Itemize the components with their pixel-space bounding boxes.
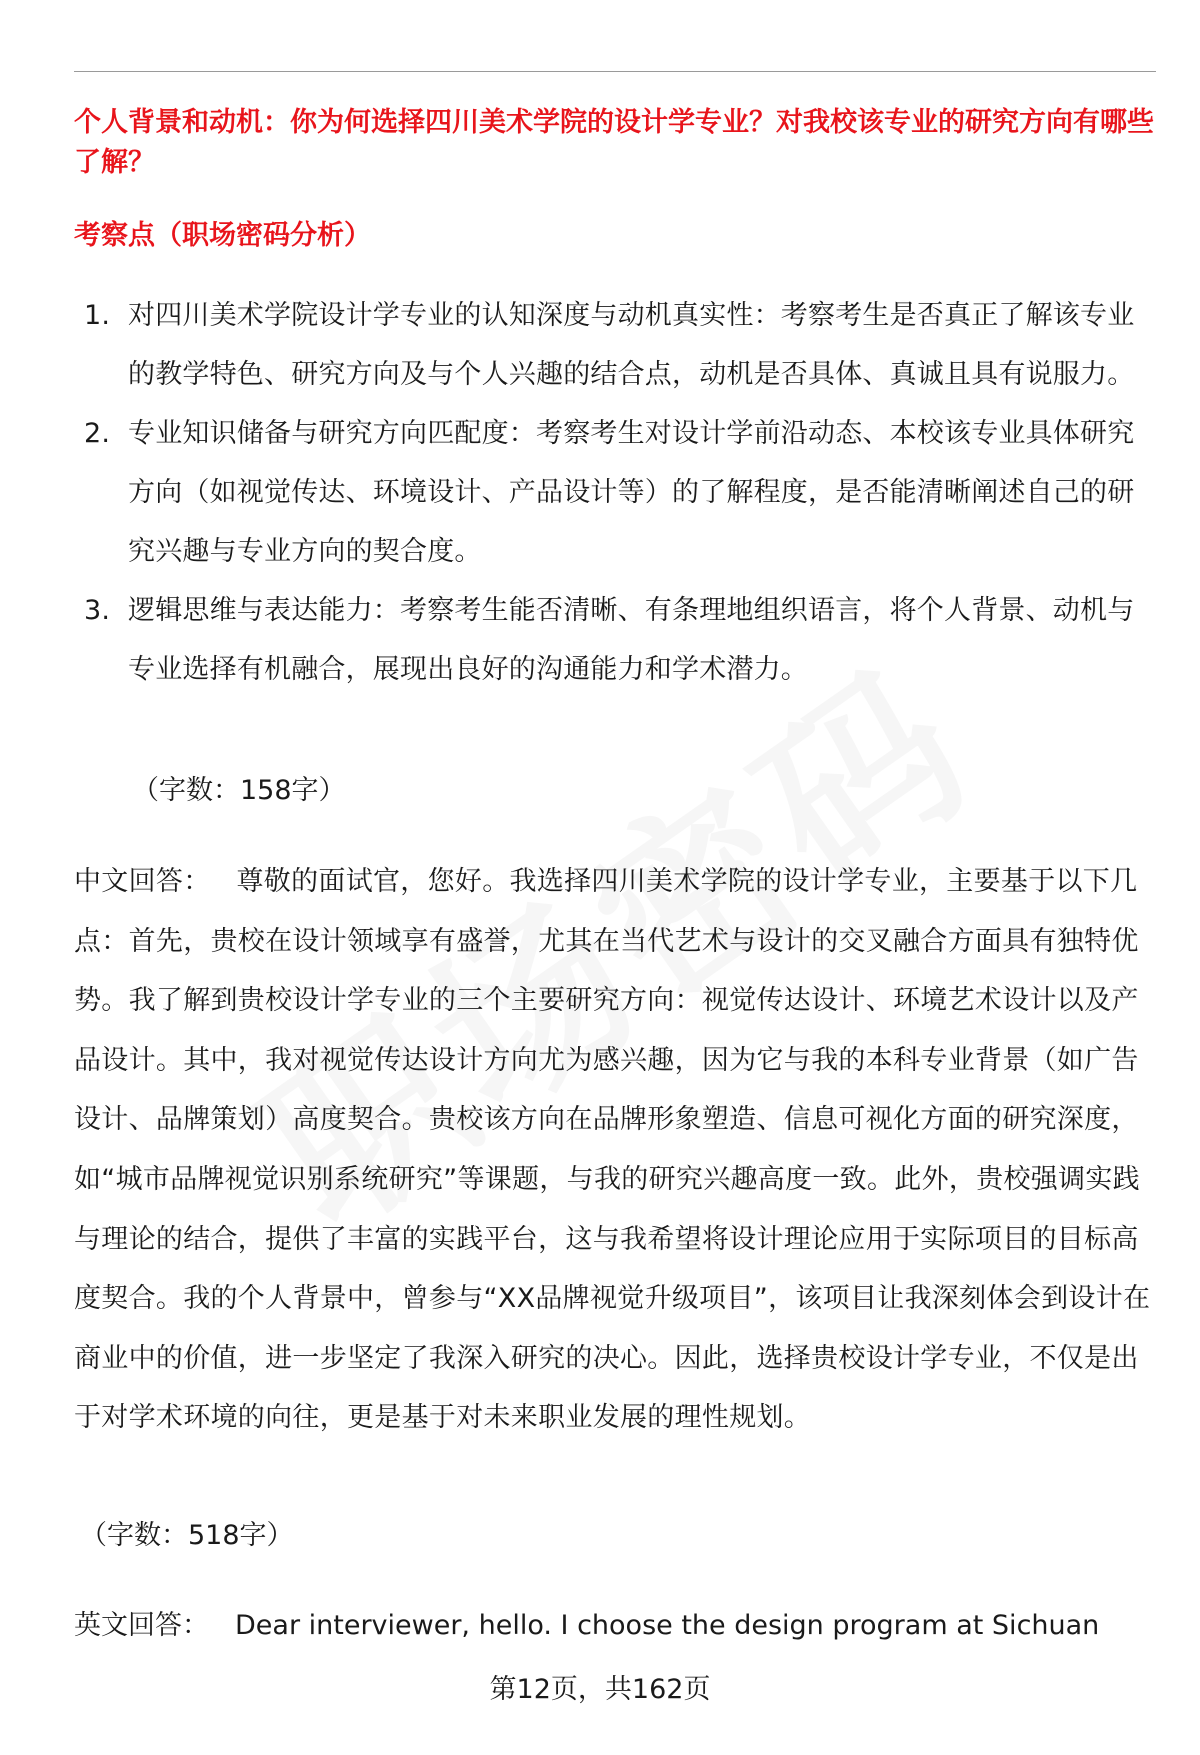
chinese-answer-text: 尊敬的面试官，您好。我选择四川美术学院的设计学专业，主要基于以下几点：首先，贵校在设计领域享有盛誉，尤其在当代艺术与设计的交叉融合方面具有独特优势。我了解到贵校设计学专业的三个主要研究方向：视觉传达设计、环境艺术设计以及产品设计。其中，我对视觉传达设计方向尤为感兴趣，因为它与我的本科专业背景（如广告设计、品牌策划）高度契合。贵校该方向在品牌形象塑造、信息可视化方面的研究深度，如“城市品牌视觉识别系统研究”等课题，与我的研究兴趣高度一致。此外，贵校强调实践与理论的结合，提供了丰富的实践平台，这与我希望将设计理论应用于实际项目的目标高度契合。我的个人背景中，曾参与“XX品牌视觉升级项目”，该项目让我深刻体会到设计在商业中的价值，进一步坚定了我深入研究的决心。因此，选择贵校设计学专业，不仅是出于对学术环境的向往，更是基于对未来职业发展的理性规划。 <box>74 866 1151 1434</box>
list-item <box>74 581 1156 699</box>
list-item-text: 逻辑思维与表达能力：考察考生能否清晰、有条理地组织语言，将个人背景、动机与专业选择有机融合，展现出良好的沟通能力和学术潜力。 <box>128 595 1135 685</box>
section-title: 考察点（职场密码分析） <box>74 220 371 251</box>
english-answer-label: 英文回答： <box>74 1610 209 1641</box>
question-heading: 个人背景和动机：你为何选择四川美术学院的设计学专业？对我校该专业的研究方向有哪些了解？ <box>74 107 1154 178</box>
english-answer <box>74 1596 1156 1655</box>
list-item-number: 3. <box>84 595 111 626</box>
answer-word-count: （字数：518字） <box>80 1520 294 1551</box>
assessment-points-list <box>74 286 1156 699</box>
list-item-text: 专业知识储备与研究方向匹配度：考察考生对设计学前沿动态、本校该专业具体研究方向（如视觉传达、环境设计、产品设计等）的了解程度，是否能清晰阐述自己的研究兴趣与专业方向的契合度。 <box>128 418 1135 567</box>
list-item-number: 1. <box>84 300 111 331</box>
points-word-count: （字数：158字） <box>132 775 346 806</box>
list-item <box>74 286 1156 404</box>
page-number-footer: 第12页，共162页 <box>489 1674 711 1705</box>
list-item-number: 2. <box>84 418 111 449</box>
list-item <box>74 404 1156 581</box>
list-item-text: 对四川美术学院设计学专业的认知深度与动机真实性：考察考生是否真正了解该专业的教学特色、研究方向及与个人兴趣的结合点，动机是否具体、真诚且具有说服力。 <box>128 300 1135 390</box>
chinese-answer-label: 中文回答： <box>74 866 211 897</box>
chinese-answer <box>74 852 1156 1448</box>
top-divider <box>74 71 1156 72</box>
english-answer-text: Dear interviewer, hello. I choose the design program at Sichuan <box>235 1610 1100 1641</box>
